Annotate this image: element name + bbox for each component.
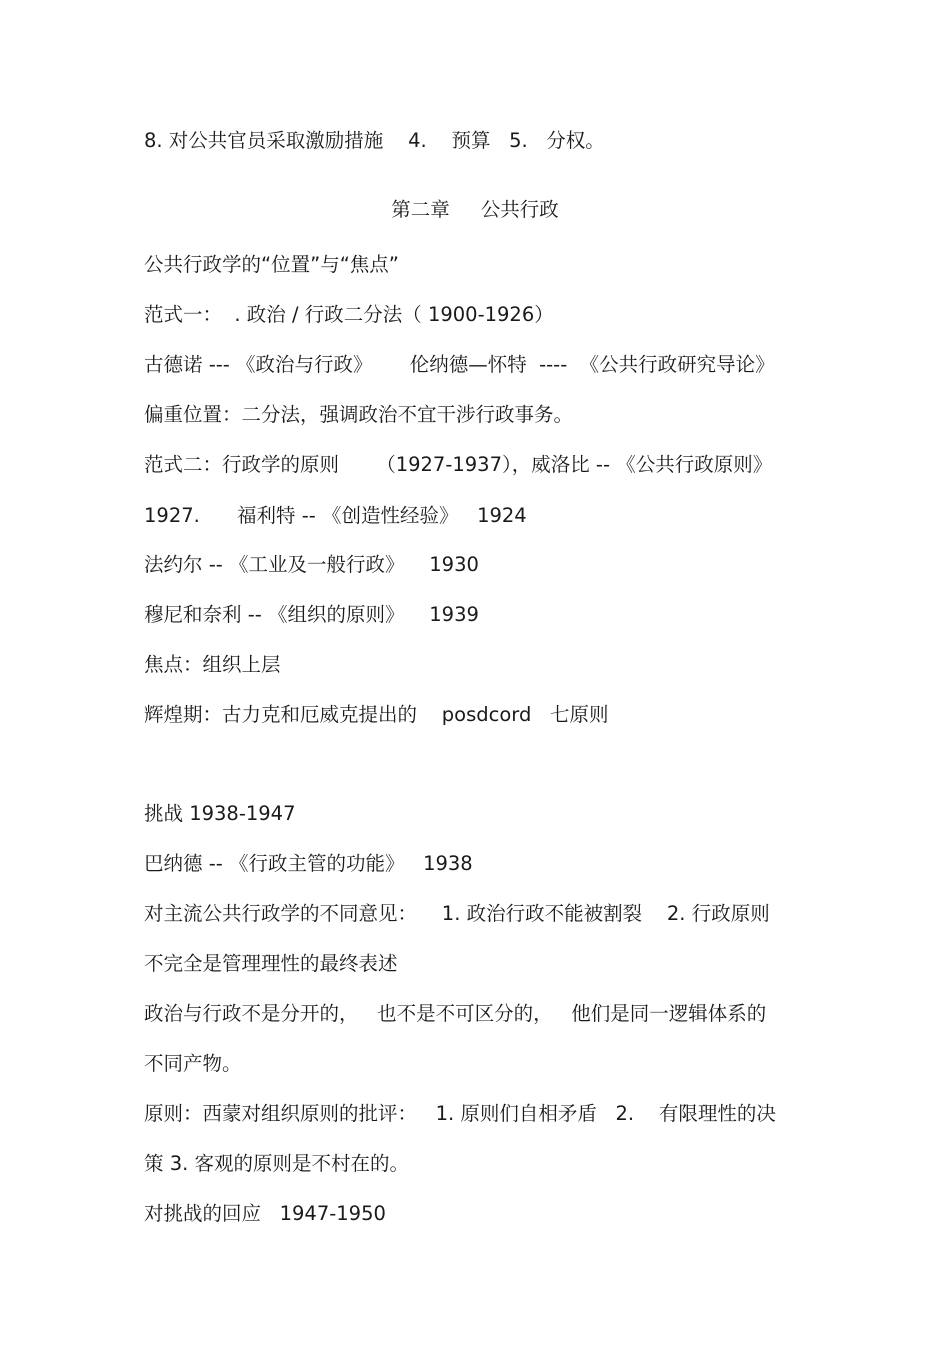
text-line-fayol: 法约尔 -- 《工业及一般行政》 1930 (144, 553, 479, 576)
text-line-politics-admin: 政治与行政不是分开的， 也不是不可区分的， 他们是同一逻辑体系的 (144, 1002, 767, 1025)
text-line-barnard: 巴纳德 -- 《行政主管的功能》 1938 (144, 852, 473, 875)
text-line-challenge: 挑战 1938-1947 (144, 802, 296, 825)
text-line-focus: 焦点：组织上层 (144, 653, 281, 676)
text-line-dissent-cont: 不完全是管理理性的最终表述 (144, 952, 398, 975)
text-line-locus-dichotomy: 偏重位置：二分法，强调政治不宜干涉行政事务。 (144, 403, 574, 426)
chapter-heading: 第二章 公共行政 (391, 198, 559, 221)
text-line-follett: 1927. 福利特 -- 《创造性经验》 1924 (144, 504, 527, 527)
text-line-politics-admin-cont: 不同产物。 (144, 1052, 242, 1075)
text-line-posdcord: 辉煌期：古力克和厄威克提出的 posdcord 七原则 (144, 703, 609, 726)
text-line-dissent: 对主流公共行政学的不同意见： 1. 政治行政不能被割裂 2. 行政原则 (144, 902, 770, 925)
text-line-response: 对挑战的回应 1947-1950 (144, 1202, 386, 1225)
text-line-simon-critique: 原则：西蒙对组织原则的批评： 1. 原则们自相矛盾 2. 有限理性的决 (144, 1102, 776, 1125)
text-line-simon-critique-cont: 策 3. 客观的原则是不村在的。 (144, 1152, 410, 1175)
section-title: 公共行政学的“位置”与“焦点” (144, 253, 399, 276)
text-line-incentives: 8. 对公共官员采取激励措施 4. 预算 5. 分权。 (144, 129, 605, 152)
text-line-paradigm-one: 范式一： . 政治 / 行政二分法（ 1900-1926） (144, 303, 554, 326)
text-line-mooney-reiley: 穆尼和奈利 -- 《组织的原则》 1939 (144, 603, 479, 626)
text-line-paradigm-two: 范式二：行政学的原则 （1927-1937），威洛比 -- 《公共行政原则》 (144, 453, 773, 476)
text-line-goodnow-white: 古德诺 --- 《政治与行政》 伦纳德—怀特 ---- 《公共行政研究导论》 (144, 353, 775, 376)
